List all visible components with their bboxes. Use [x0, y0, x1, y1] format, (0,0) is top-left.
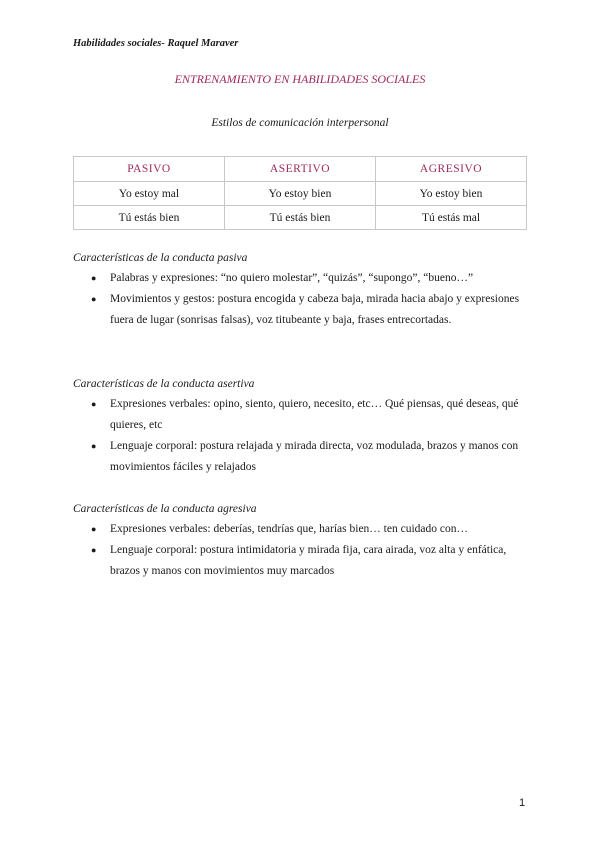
header-pasivo: PASIVO	[74, 157, 225, 182]
bullet-icon: ●	[91, 524, 97, 534]
list-item-text: Movimientos y gestos: postura encogida y cabeza baja, mirada hacia abajo y expresiones fuera de lugar (sonrisas falsas), voz titubeante y baja, frases entrecortadas.	[110, 293, 520, 326]
list-item-text: Palabras y expresiones: “no quiero molestar”, “quizás”, “supongo”, “bueno…”	[110, 272, 474, 284]
bullet-icon: ●	[91, 399, 97, 409]
table-cell: Tú estás bien	[74, 206, 225, 230]
header-agresivo: AGRESIVO	[376, 157, 527, 182]
table-cell: Yo estoy bien	[225, 182, 376, 206]
bullet-icon: ●	[91, 273, 97, 283]
section-title: Características de la conducta asertiva	[73, 378, 255, 390]
section-title: Características de la conducta pasiva	[73, 252, 248, 264]
list-item	[73, 289, 533, 331]
list-item	[73, 519, 533, 540]
bullet-icon: ●	[91, 441, 97, 451]
header-asertivo: ASERTIVO	[225, 157, 376, 182]
list-item	[73, 394, 533, 436]
list-item	[73, 268, 533, 289]
list-item-text: Lenguaje corporal: postura relajada y mirada directa, voz modulada, brazos y manos con movimientos fáciles y relajados	[110, 440, 519, 473]
table-cell: Tú estás bien	[225, 206, 376, 230]
table-cell: Tú estás mal	[376, 206, 527, 230]
document-subtitle: Estilos de comunicación interpersonal	[211, 117, 389, 129]
table-row	[74, 182, 527, 206]
page-number: 1	[519, 797, 526, 809]
section-pasiva	[73, 252, 533, 331]
list-item	[73, 436, 533, 478]
document-title: ENTRENAMIENTO EN HABILIDADES SOCIALES	[174, 72, 426, 86]
section-agresiva	[73, 503, 533, 582]
bullet-icon: ●	[91, 294, 97, 304]
table-header-row	[74, 157, 527, 182]
list-item-text: Expresiones verbales: deberías, tendrías que, harías bien… ten cuidado con…	[110, 523, 468, 535]
document-header: Habilidades sociales- Raquel Maraver	[73, 38, 239, 49]
table-cell: Yo estoy bien	[376, 182, 527, 206]
section-title: Características de la conducta agresiva	[73, 503, 257, 515]
table-row	[74, 206, 527, 230]
table-cell: Yo estoy mal	[74, 182, 225, 206]
bullet-icon: ●	[91, 545, 97, 555]
section-asertiva	[73, 378, 533, 478]
communication-styles-table	[73, 156, 527, 230]
list-item	[73, 540, 533, 582]
list-item-text: Expresiones verbales: opino, siento, quiero, necesito, etc… Qué piensas, qué deseas, qué quieres, etc	[110, 398, 519, 431]
list-item-text: Lenguaje corporal: postura intimidatoria y mirada fija, cara airada, voz alta y enfática, brazos y manos con movimientos muy marcados	[110, 544, 507, 577]
